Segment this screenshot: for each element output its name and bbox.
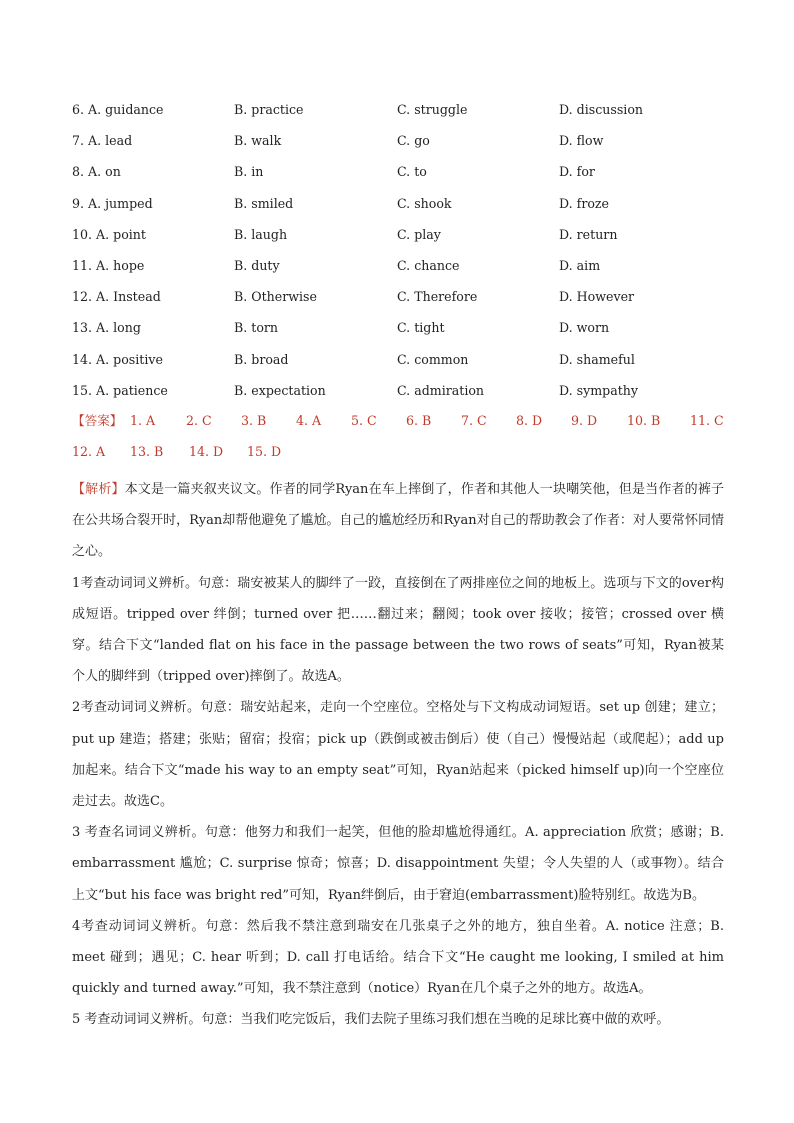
- answer-item: 4. A: [296, 413, 322, 428]
- option: B. expectation: [234, 382, 326, 398]
- option: D. flow: [559, 133, 604, 149]
- option: C. shook: [397, 195, 452, 211]
- answer-line: [72, 442, 752, 473]
- analysis-intro-text: 本文是一篇夹叙夹议文。作者的同学Ryan在车上摔倒了，作者和其他人一块嘲笑他，但是当作者的裤子在公共场合裂开时，Ryan却帮他避免了尴尬。自己的尴尬经历和Ryan对自己的帮助教会了作者：对人要常怀同情之心。: [72, 482, 724, 560]
- answer-key: [72, 411, 752, 473]
- option: 15. A. patience: [72, 382, 168, 398]
- option: C. tight: [397, 320, 445, 336]
- option: 14. A. positive: [72, 351, 163, 367]
- answer-item: 10. B: [627, 413, 661, 428]
- option: C. struggle: [397, 102, 468, 117]
- option: B. in: [234, 164, 264, 180]
- option: 9. A. jumped: [72, 195, 153, 211]
- answer-label: 【答案】: [72, 413, 123, 428]
- option-row: [72, 256, 752, 287]
- options-list: [72, 100, 752, 412]
- option: 7. A. lead: [72, 133, 133, 149]
- option-row: [72, 318, 752, 349]
- option: 8. A. on: [72, 164, 121, 180]
- answer-item: 9. D: [571, 413, 598, 428]
- option: C. to: [397, 164, 427, 180]
- answer-item: 1. A: [130, 413, 156, 428]
- option: B. smiled: [234, 195, 294, 211]
- option: B. walk: [234, 133, 282, 149]
- option: B. broad: [234, 351, 289, 367]
- option: D. sympathy: [559, 382, 639, 398]
- option: B. Otherwise: [234, 289, 317, 305]
- answer-item: 13. B: [130, 444, 164, 459]
- option: 11. A. hope: [72, 257, 145, 273]
- analysis-paragraph: 3 考查名词词义辨析。句意：他努力和我们一起笑，但他的脸却尴尬得通红。A. appreciation 欣赏；感谢；B. embarrassment 尴尬；C. surprise 惊奇；惊喜；D. disappointment 失望；令人失望的人（或事物）。结合上文“but his face was bright red”可知，Ryan绊倒后，由于窘迫(embarrassment)脸特别红。故选为B。: [72, 825, 724, 903]
- option: B. laugh: [234, 226, 288, 242]
- option-row: [72, 194, 752, 225]
- option-row: [72, 350, 752, 381]
- answer-item: 7. C: [461, 413, 487, 428]
- option: D. discussion: [559, 102, 644, 117]
- answer-item: 5. C: [351, 413, 377, 428]
- option: C. common: [397, 351, 469, 367]
- option: D. shameful: [559, 351, 635, 367]
- answer-item: 8. D: [516, 413, 543, 428]
- analysis-intro: [72, 474, 724, 568]
- analysis-section: [72, 474, 724, 1036]
- analysis-paragraph: 2考查动词词义辨析。句意：瑞安站起来，走向一个空座位。空格处与下文构成动词短语。set up 创建；建立；put up 建造；搭建；张贴；留宿；投宿；pick up（跌倒或被击倒后）使（自己）慢慢站起（或爬起）；add up 加起来。结合下文“made his way to an empty seat”可知，Ryan站起来（picked himself up)向一个空座位走过去。故选C。: [72, 700, 724, 810]
- option: C. chance: [397, 257, 460, 273]
- option: B. practice: [234, 102, 304, 117]
- option: D. However: [559, 289, 635, 305]
- option: 6. A. guidance: [72, 102, 164, 117]
- answer-item: 2. C: [186, 413, 212, 428]
- option: B. torn: [234, 320, 279, 336]
- option: 12. A. Instead: [72, 289, 161, 305]
- analysis-paragraph: 4考查动词词义辨析。句意：然后我不禁注意到瑞安在几张桌子之外的地方，独自坐着。A. notice 注意；B. meet 碰到；遇见；C. hear 听到；D. call 打电话给。结合下文“He caught me looking, I smiled at him quickly and turned away.”可知，我不禁注意到（notice）Ryan在几个桌子之外的地方。故选A。: [72, 918, 724, 997]
- option: D. worn: [559, 320, 610, 336]
- option: B. duty: [234, 257, 280, 273]
- option-row: [72, 162, 752, 193]
- option: C. play: [397, 226, 441, 242]
- analysis-label: 【解析】: [72, 482, 125, 497]
- answer-item: 12. A: [72, 444, 106, 459]
- option: C. admiration: [397, 382, 485, 398]
- option: D. return: [559, 226, 618, 242]
- option: 13. A. long: [72, 320, 141, 336]
- answer-line: [72, 411, 752, 442]
- answer-item: 14. D: [189, 444, 224, 459]
- option: D. aim: [559, 257, 601, 273]
- answer-item: 15. D: [247, 444, 282, 459]
- analysis-paragraph: 5 考查动词词义辨析。句意：当我们吃完饭后，我们去院子里练习我们想在当晚的足球比赛中做的欢呼。: [72, 1012, 670, 1028]
- answer-item: 11. C: [690, 413, 724, 428]
- option: C. go: [397, 133, 430, 149]
- option-row: [72, 287, 752, 318]
- option: 10. A. point: [72, 226, 146, 242]
- option-row: [72, 131, 752, 162]
- option: D. froze: [559, 195, 610, 211]
- analysis-paragraph: 1考查动词词义辨析。句意：瑞安被某人的脚绊了一跤，直接倒在了两排座位之间的地板上。选项与下文的over构成短语。tripped over 绊倒；turned over 把……翻过来；翻阅；took over 接收；接管；crossed over 横穿。结合下文“landed flat on his face in the passage between the two rows of seats”可知，Ryan被某个人的脚绊到（tripped over)摔倒了。故选A。: [72, 575, 724, 685]
- option: D. for: [559, 164, 595, 180]
- option-row: [72, 225, 752, 256]
- answer-item: 6. B: [406, 413, 432, 428]
- option-row: [72, 100, 752, 131]
- option: C. Therefore: [397, 289, 478, 305]
- answer-item: 3. B: [241, 413, 267, 428]
- option-row: [72, 381, 752, 412]
